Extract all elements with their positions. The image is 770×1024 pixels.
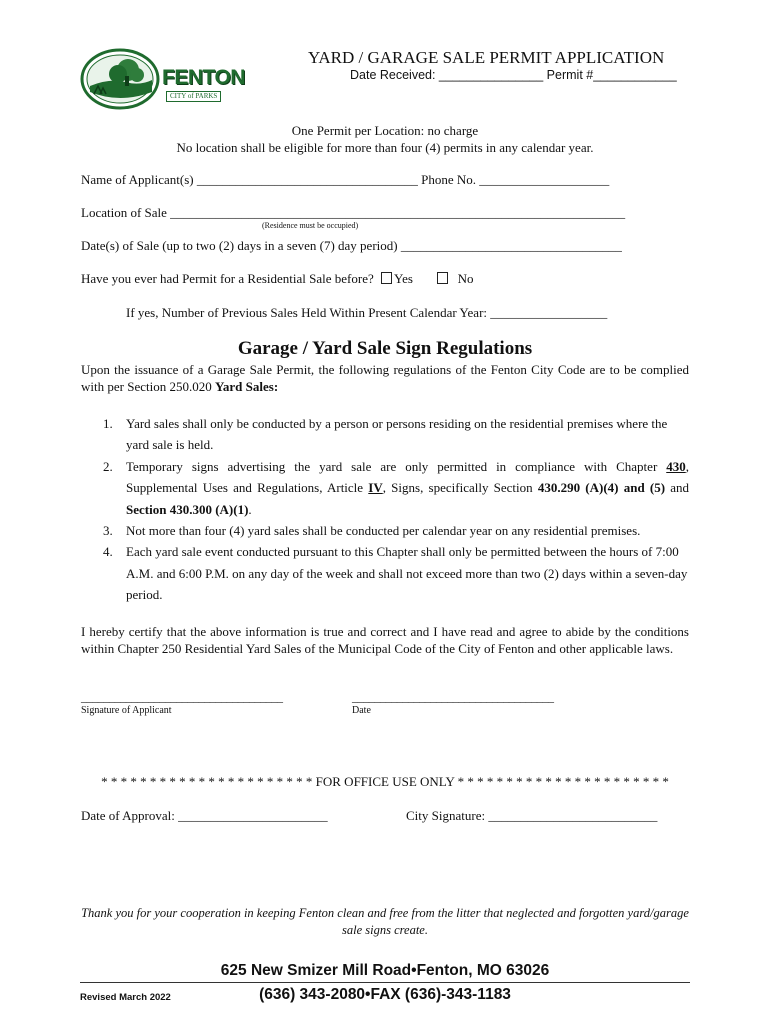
list-item-number: 2.: [103, 458, 113, 474]
footer-address: 625 New Smizer Mill Road•Fenton, MO 63026: [220, 962, 550, 979]
list-item-number: 4.: [103, 544, 113, 560]
revision-date: Revised March 2022: [80, 992, 171, 1003]
list-item-text: Temporary signs advertising the yard sale are only permitted in compliance with Chapter: [126, 458, 667, 474]
no-checkbox[interactable]: [437, 272, 448, 284]
list-item: [100, 413, 689, 456]
regulations-heading: Garage / Yard Sale Sign Regulations: [237, 338, 533, 359]
list-item-text: Yard sales shall only be conducted by a person or persons residing on the residential premises where the yard sale is held.: [126, 416, 668, 453]
certification-statement: I hereby certify that the above information is true and correct and I have read and agree to abide by the conditions within Chapter 250 Residential Yard Sales of the Municipal Code of the City of Fenton and other applicable laws.: [81, 624, 689, 656]
approval-date-field[interactable]: Date of Approval: _______________________: [81, 808, 328, 823]
article-reference: IV: [368, 480, 383, 496]
sale-dates-field[interactable]: Date(s) of Sale (up to two (2) days in a seven (7) day period) __________________________________: [81, 238, 622, 253]
page-title: YARD / GARAGE SALE PERMIT APPLICATION: [308, 48, 665, 67]
yes-checkbox[interactable]: [381, 272, 392, 284]
chapter-reference: 430: [666, 458, 686, 474]
applicant-signature-field[interactable]: ____________________________________: [81, 690, 283, 704]
applicant-signature-label: Signature of Applicant: [81, 705, 172, 716]
regulations-list: [100, 413, 689, 606]
residence-note: (Residence must be occupied): [262, 221, 359, 230]
list-item-text: and: [665, 480, 690, 496]
yes-label: Yes: [394, 271, 413, 286]
footer-phone-fax: (636) 343-2080•FAX (636)-343-1183: [259, 986, 511, 1003]
list-item: [100, 541, 689, 605]
previous-sales-count-field[interactable]: If yes, Number of Previous Sales Held Within Present Calendar Year: __________________: [126, 305, 608, 320]
logo-wordmark: FENTON: [162, 66, 245, 89]
signature-date-label: Date: [352, 705, 371, 716]
no-label: No: [457, 271, 474, 286]
list-item-text: Each yard sale event conducted pursuant to this Chapter shall only be permitted between the hours of 7:00 A.M. and 6:00 P.M. on any day of the week and shall not exceed more than two (2) days within a seven-day period.: [126, 544, 688, 603]
thank-you-note: Thank you for your cooperation in keeping Fenton clean and free from the litter that neglected and forgotten yard/garage sale signs create.: [81, 906, 689, 937]
permit-charge-note: One Permit per Location: no charge: [291, 123, 479, 138]
list-item-text: , Supplemental Uses and Regulations, Article: [126, 458, 689, 496]
list-item-text: , Signs, specifically Section: [382, 480, 538, 496]
office-use-banner: * * * * * * * * * * * * * * * * * * * * * * FOR OFFICE USE ONLY * * * * * * * * * * * * * * * * * * * * * *: [101, 774, 669, 789]
applicant-phone-field[interactable]: Name of Applicant(s) __________________________________ Phone No. ____________________: [81, 172, 610, 187]
regulations-intro: [81, 361, 689, 395]
regulations-intro-bold: Yard Sales:: [214, 379, 279, 394]
date-received-permit-field[interactable]: Date Received: _______________ Permit #____________: [350, 68, 677, 82]
list-item-text: .: [248, 501, 252, 517]
list-item: [100, 520, 689, 541]
list-item: [100, 456, 689, 520]
permit-limit-note: No location shall be eligible for more than four (4) permits in any calendar year.: [176, 140, 594, 155]
list-item-number: 1.: [103, 416, 113, 431]
logo-tagline: CITY of PARKS: [166, 91, 221, 102]
previous-permit-label: Have you ever had Permit for a Residential Sale before?: [81, 271, 374, 286]
section-reference-2: Section 430.300 (A)(1): [126, 501, 249, 517]
list-item-number: 3.: [103, 523, 113, 539]
footer-divider: [80, 982, 690, 983]
sale-location-field[interactable]: Location of Sale ______________________________________________________________________: [81, 205, 626, 220]
fenton-logo: [80, 48, 250, 110]
city-signature-field[interactable]: City Signature: __________________________: [406, 808, 658, 823]
signature-date-field[interactable]: ____________________________________: [352, 690, 554, 704]
list-item-text: Not more than four (4) yard sales shall be conducted per calendar year on any residential premises.: [126, 523, 641, 539]
previous-permit-question: [81, 271, 474, 287]
section-reference-1: 430.290 (A)(4) and (5): [537, 480, 666, 496]
tree-emblem-icon: [80, 48, 162, 110]
regulations-intro-text: Upon the issuance of a Garage Sale Permit, the following regulations of the Fenton City Code are to be complied with per Section 250.020: [81, 362, 689, 394]
